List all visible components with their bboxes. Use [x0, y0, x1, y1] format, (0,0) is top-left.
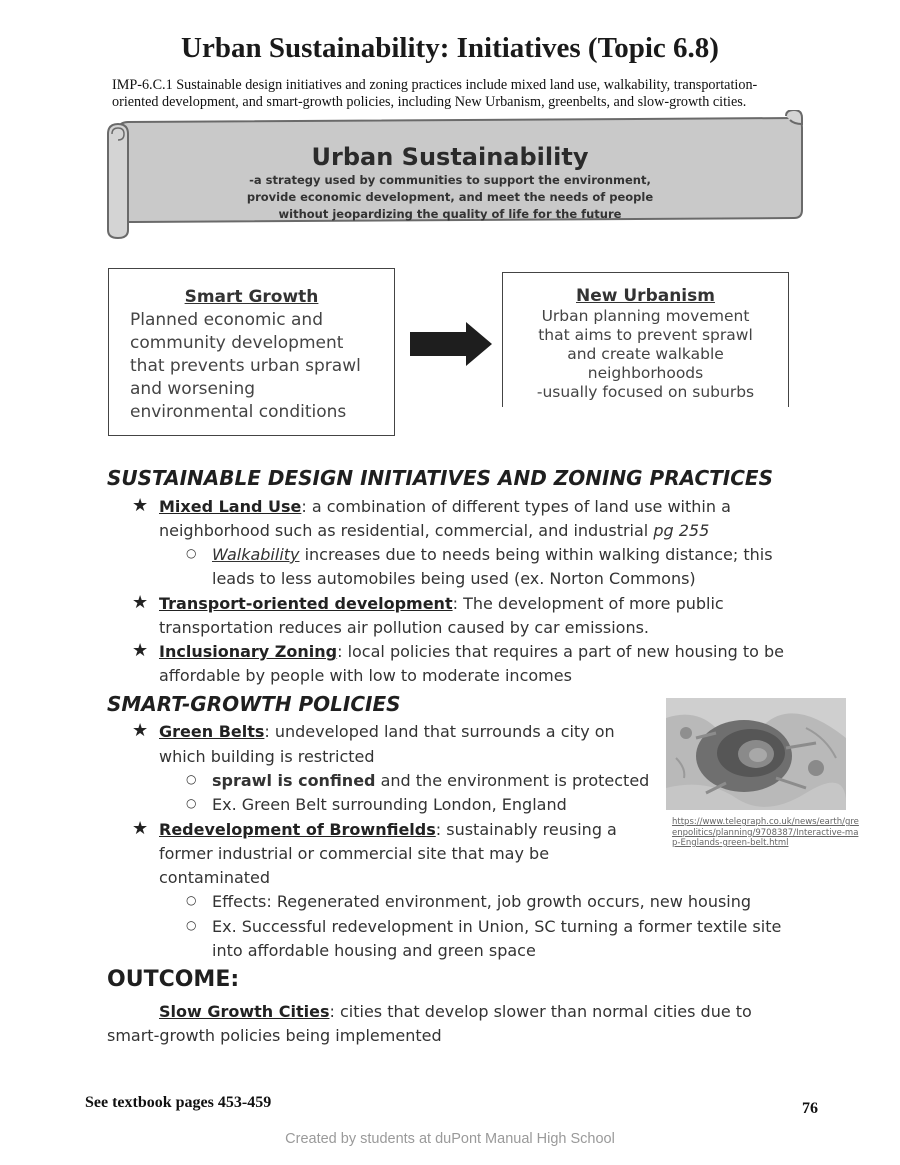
green-belts-text: : undeveloped land that surrounds a city on	[264, 722, 615, 741]
new-urbanism-line: Urban planning movement	[541, 307, 750, 325]
scroll-banner-text	[120, 142, 780, 223]
transport-line-1	[159, 592, 724, 616]
inclusionary-text: : local policies that requires a part of new housing to be	[337, 642, 784, 661]
banner-definition-1: -a strategy used by communities to support the environment,	[249, 173, 651, 187]
banner-title: Urban Sustainability	[311, 143, 589, 171]
green-belts-line-2: which building is restricted	[159, 747, 375, 766]
outcome-line-1	[159, 1000, 752, 1024]
brownfields-term: Redevelopment of Brownfields	[159, 820, 436, 839]
mixed-land-use-text: neighborhood such as residential, commercial, and industrial	[159, 521, 654, 540]
circle-bullet-icon: ○	[186, 796, 197, 810]
smart-growth-box	[108, 268, 395, 436]
inclusionary-term: Inclusionary Zoning	[159, 642, 338, 661]
brownfields-line-2: former industrial or commercial site that may be	[159, 844, 550, 863]
textbook-reference: See textbook pages 453-459	[85, 1094, 272, 1111]
walkability-line-2: leads to less automobiles being used (ex. Norton Commons)	[212, 569, 696, 588]
green-belts-line-1	[159, 720, 615, 744]
new-urbanism-heading: New Urbanism	[576, 286, 715, 306]
new-urbanism-line: and create walkable	[567, 345, 724, 363]
smart-growth-line: community development	[130, 333, 344, 353]
sprawl-confined-text: sprawl is confined	[212, 771, 376, 790]
star-icon: ★	[132, 818, 149, 839]
green-belts-sub-1	[212, 769, 649, 793]
star-icon: ★	[132, 495, 149, 516]
smart-growth-line: that prevents urban sprawl	[130, 356, 361, 376]
credit-footer: Created by students at duPont Manual High School	[285, 1131, 615, 1147]
banner-definition-2: provide economic development, and meet the needs of people	[246, 190, 654, 204]
brownfields-sub-2b: into affordable housing and green space	[212, 941, 536, 960]
smart-growth-description	[109, 307, 394, 424]
new-urbanism-line: -usually focused on suburbs	[536, 383, 755, 401]
smart-growth-line: environmental conditions	[130, 402, 347, 422]
mixed-land-use-line-1	[159, 495, 731, 519]
green-belts-term: Green Belts	[159, 722, 265, 741]
new-urbanism-line: neighborhoods	[587, 364, 704, 382]
right-arrow-icon	[408, 320, 494, 368]
outcome-line-2: smart-growth policies being implemented	[107, 1026, 442, 1045]
circle-bullet-icon: ○	[186, 546, 197, 560]
smart-growth-line: and worsening	[130, 379, 256, 399]
brownfields-line-3: contaminated	[159, 868, 271, 887]
brownfields-text: : sustainably reusing a	[435, 820, 617, 839]
transport-term: Transport-oriented development	[159, 594, 453, 613]
mixed-land-use-text: : a combination of different types of land use within a	[301, 497, 731, 516]
slow-growth-term: Slow Growth Cities	[159, 1002, 330, 1021]
banner-definition-3: without jeopardizing the quality of life for the future	[278, 207, 622, 221]
star-icon: ★	[132, 592, 149, 613]
page-reference: pg 255	[653, 521, 710, 540]
green-belt-map-image	[666, 698, 846, 810]
page-title: Urban Sustainability: Initiatives (Topic 6.8)	[181, 32, 719, 64]
star-icon: ★	[132, 720, 149, 741]
circle-bullet-icon: ○	[186, 893, 197, 907]
outcome-heading: OUTCOME:	[107, 967, 240, 992]
page-number: 76	[802, 1100, 818, 1117]
new-urbanism-line: that aims to prevent sprawl	[538, 326, 753, 344]
transport-text: : The development of more public	[452, 594, 724, 613]
inclusionary-line-2: affordable by people with low to moderate incomes	[159, 666, 572, 685]
inclusionary-line-1	[159, 640, 784, 664]
brownfields-sub-1: Effects: Regenerated environment, job growth occurs, new housing	[212, 892, 752, 911]
standard-text: IMP-6.C.1 Sustainable design initiatives and zoning practices include mixed land use, walkability, transportation-oriented development, and smart-growth policies, including New Urbanism, greenbelts, and slow-growth cities.	[112, 77, 758, 110]
brownfields-line-1	[159, 818, 617, 842]
brownfields-sub-2a: Ex. Successful redevelopment in Union, SC turning a former textile site	[212, 917, 782, 936]
new-urbanism-box	[502, 272, 789, 407]
walkability-text: increases due to needs being within walking distance; this	[299, 545, 773, 564]
smart-growth-heading: Smart Growth	[184, 287, 319, 307]
circle-bullet-icon: ○	[186, 772, 197, 786]
green-belts-sub-text: and the environment is protected	[375, 771, 650, 790]
star-icon: ★	[132, 640, 149, 661]
smart-growth-line: Planned economic and	[130, 310, 323, 330]
new-urbanism-description	[503, 306, 788, 402]
circle-bullet-icon: ○	[186, 918, 197, 932]
walkability-term: Walkability	[212, 545, 300, 564]
outcome-text: : cities that develop slower than normal cities due to	[329, 1002, 752, 1021]
transport-line-2: transportation reduces air pollution caused by car emissions.	[159, 618, 650, 637]
section-heading-design: SUSTAINABLE DESIGN INITIATIVES AND ZONING PRACTICES	[107, 466, 773, 490]
mixed-land-use-line-2	[159, 519, 709, 543]
map-source-link[interactable]: https://www.telegraph.co.uk/news/earth/greenpolitics/planning/9708387/Interactive-map-Englands-green-belt.html	[672, 817, 859, 848]
walkability-line-1	[212, 543, 773, 567]
mixed-land-use-term: Mixed Land Use	[159, 497, 302, 516]
section-heading-smart-growth: SMART-GROWTH POLICIES	[107, 692, 401, 716]
green-belts-sub-2: Ex. Green Belt surrounding London, England	[212, 795, 567, 814]
